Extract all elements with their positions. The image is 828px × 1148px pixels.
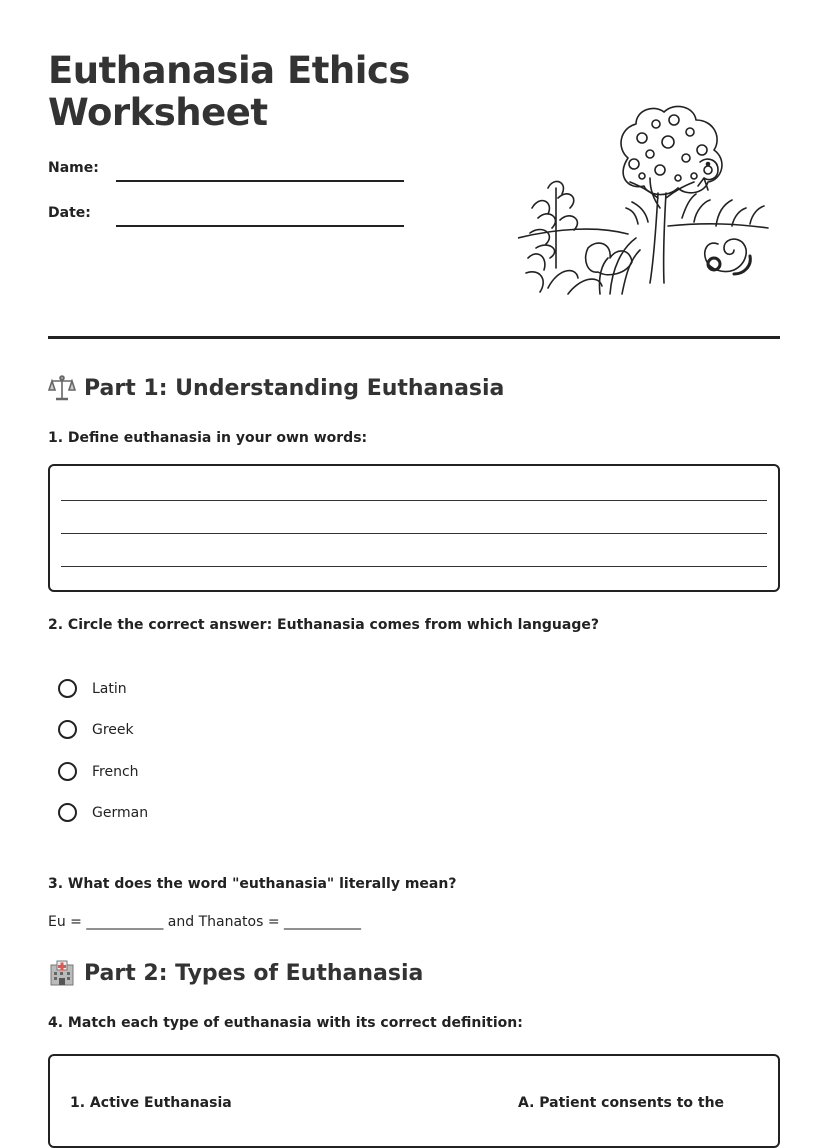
question-2: 2. Circle the correct answer: Euthanasia comes from which language? — [48, 617, 599, 633]
option-latin[interactable] — [58, 679, 127, 698]
option-french[interactable] — [58, 762, 139, 781]
question-3: 3. What does the word "euthanasia" literally mean? — [48, 876, 457, 892]
radio-circle[interactable] — [58, 762, 77, 781]
tree-garden-illustration — [518, 98, 770, 298]
option-label: Greek — [92, 721, 134, 738]
part2-heading — [48, 959, 423, 987]
title-line-1: Euthanasia Ethics — [48, 49, 410, 92]
option-label: German — [92, 804, 149, 821]
answer-line[interactable] — [61, 566, 767, 567]
page-title — [48, 50, 410, 134]
title-line-2: Worksheet — [48, 91, 268, 134]
match-definition-a: A. Patient consents to the — [518, 1095, 725, 1111]
question-1: 1. Define euthanasia in your own words: — [48, 430, 368, 446]
part2-heading-text: Part 2: Types of Euthanasia — [84, 960, 424, 986]
part1-heading — [48, 374, 504, 402]
part1-heading-text: Part 1: Understanding Euthanasia — [84, 375, 505, 401]
radio-circle[interactable] — [58, 679, 77, 698]
match-item-1: 1. Active Euthanasia — [70, 1095, 232, 1111]
balance-scale-icon — [48, 374, 76, 402]
matching-box — [48, 1054, 780, 1148]
question-4: 4. Match each type of euthanasia with its correct definition: — [48, 1015, 523, 1031]
radio-circle[interactable] — [58, 720, 77, 739]
option-label: Latin — [92, 680, 127, 697]
name-label: Name: — [48, 160, 99, 176]
header-divider — [48, 336, 780, 339]
option-german[interactable] — [58, 803, 148, 822]
option-label: French — [92, 763, 139, 780]
hospital-icon — [48, 959, 76, 987]
answer-line[interactable] — [61, 500, 767, 501]
radio-circle[interactable] — [58, 803, 77, 822]
answer-line[interactable] — [61, 533, 767, 534]
option-greek[interactable] — [58, 720, 134, 739]
q3-fill-in[interactable]: Eu = ___________ and Thanatos = ___________ — [48, 914, 362, 930]
answer-box-q1[interactable] — [48, 464, 780, 592]
name-field[interactable] — [116, 180, 404, 182]
date-field[interactable] — [116, 225, 404, 227]
date-label: Date: — [48, 205, 91, 221]
